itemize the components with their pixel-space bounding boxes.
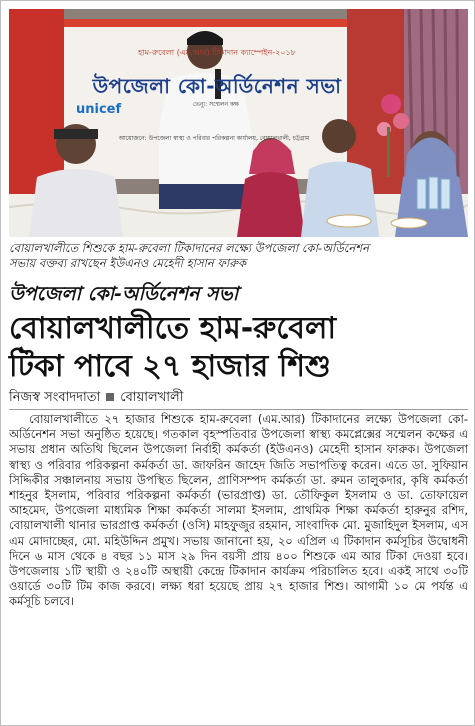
- news-photo: [9, 9, 468, 237]
- banner-organizer: আয়োজনে: উপজেলা স্বাস্থ্য ও পরিবার পরিকল্পনা কার্যালয়, বোয়ালখালী, চট্টগ্রাম: [118, 135, 310, 142]
- banner-venue: ভেন্যু: সম্মেলন কক্ষ: [192, 101, 239, 108]
- article-paragraph: বোয়ালখালীতে ২৭ হাজার শিশুকে হাম-রুবেলা (এম.আর) টিকাদানের লক্ষ্যে উপজেলা কো-অর্ডিনেশন সভা অনুষ্ঠিত হয়েছে। গতকাল বৃহস্পতিবার উপজেলা স্বাস্থ্য কমপ্লেক্সের সম্মেলন কক্ষের এ সভায় প্রধান অতিথি ছিলেন উপজেলা নির্বাহী কর্মকর্তা (ইউএনও) মেহেদী হাসান ফারুক। উপজেলা স্বাস্থ্য ও পরিবার পরিকল্পনা কর্মকর্তা ডা. জাফরিন জাহেদ জিতি সভাপতিত্ব করেন। এতে ডা. সুফিয়ান সিদ্দিকীর সঞ্চালনায় সভায় উপস্থিত ছিলেন, প্রাণিসম্পদ কর্মকর্তা ডা. রুমন তালুকদার, কৃষি কর্মকর্তা শাহনুর ইসলাম, পরিবার পরিকল্পনা কর্মকর্তা (ভারপ্রাপ্ত) ডা. তৌফিকুল ইসলাম ও ডা. তোফায়েল আহমেদ, উপজেলা মাধ্যমিক শিক্ষা কর্মকর্তা সালমা ইসলাম, প্রাথমিক শিক্ষা কর্মকর্তা হারুনুর রশিদ, বোয়ালখালী থানার ভারপ্রাপ্ত কর্মকর্তা (ওসি) মাহফুজুর রহমান, সাংবাদিক মো. মুজাহিদুল ইসলাম, এস এম মোদাচ্ছের, মো. মহিউদ্দিন প্রমুখ। সভায় জানানো হয়, ২০ এপ্রিল এ টিকাদান কর্মসূচির উদ্বোধনী দিনে ৬ মাস থেকে ৪ বছর ১১ মাস ২৯ দিন বয়সী প্রায় ৪০০ শিশুকে এম আর টিকা দেওয়া হবে। উপজেলায় ১টি স্থায়ী ও ২৪০টি অস্থায়ী কেন্দ্রে টিকাদান কার্যক্রম পরিচালিত হবে। একই সাথে ৩০টি ওয়ার্ডে ৩০টি টিম কাজ করবে। লক্ষ্য ধরা হয়েছে প্রায় ২৭ হাজার শিশু। আগামী ১০ মে পর্যন্ত এ কর্মসূচি চলবে।: [9, 412, 468, 609]
- caption-line-1: বোয়ালখালীতে শিশুকে হাম-রুবেলা টিকাদানের লক্ষ্যে উপজেলা কো-অর্ডিনেশন: [9, 241, 369, 255]
- byline-reporter: নিজস্ব সংবাদদাতা: [9, 390, 101, 405]
- banner-top-text: হাম-রুবেলা (এম.আর) টিকাদান ক্যাম্পেইন-২০১৮: [138, 48, 296, 57]
- caption-line-2: সভায় বক্তব্য রাখছেন ইউএনও মেহেদী হাসান ফারুক: [9, 256, 247, 270]
- photo-caption: [9, 241, 468, 271]
- divider: [9, 409, 468, 410]
- headline-line-2: টিকা পাবে ২৭ হাজার শিশু: [9, 349, 331, 384]
- byline-separator-icon: [106, 393, 114, 401]
- byline-location: বোয়ালখালী: [120, 390, 184, 405]
- byline: [9, 389, 183, 407]
- unicef-logo: unicef: [76, 102, 122, 117]
- banner-title: উপজেলা কো-অর্ডিনেশন সভা: [92, 74, 342, 98]
- headline-line-1: বোয়ালখালীতে হাম-রুবেলা: [9, 311, 337, 346]
- article-body: [9, 412, 468, 720]
- kicker: উপজেলা কো-অর্ডিনেশন সভা: [9, 283, 239, 305]
- headline: [9, 310, 468, 386]
